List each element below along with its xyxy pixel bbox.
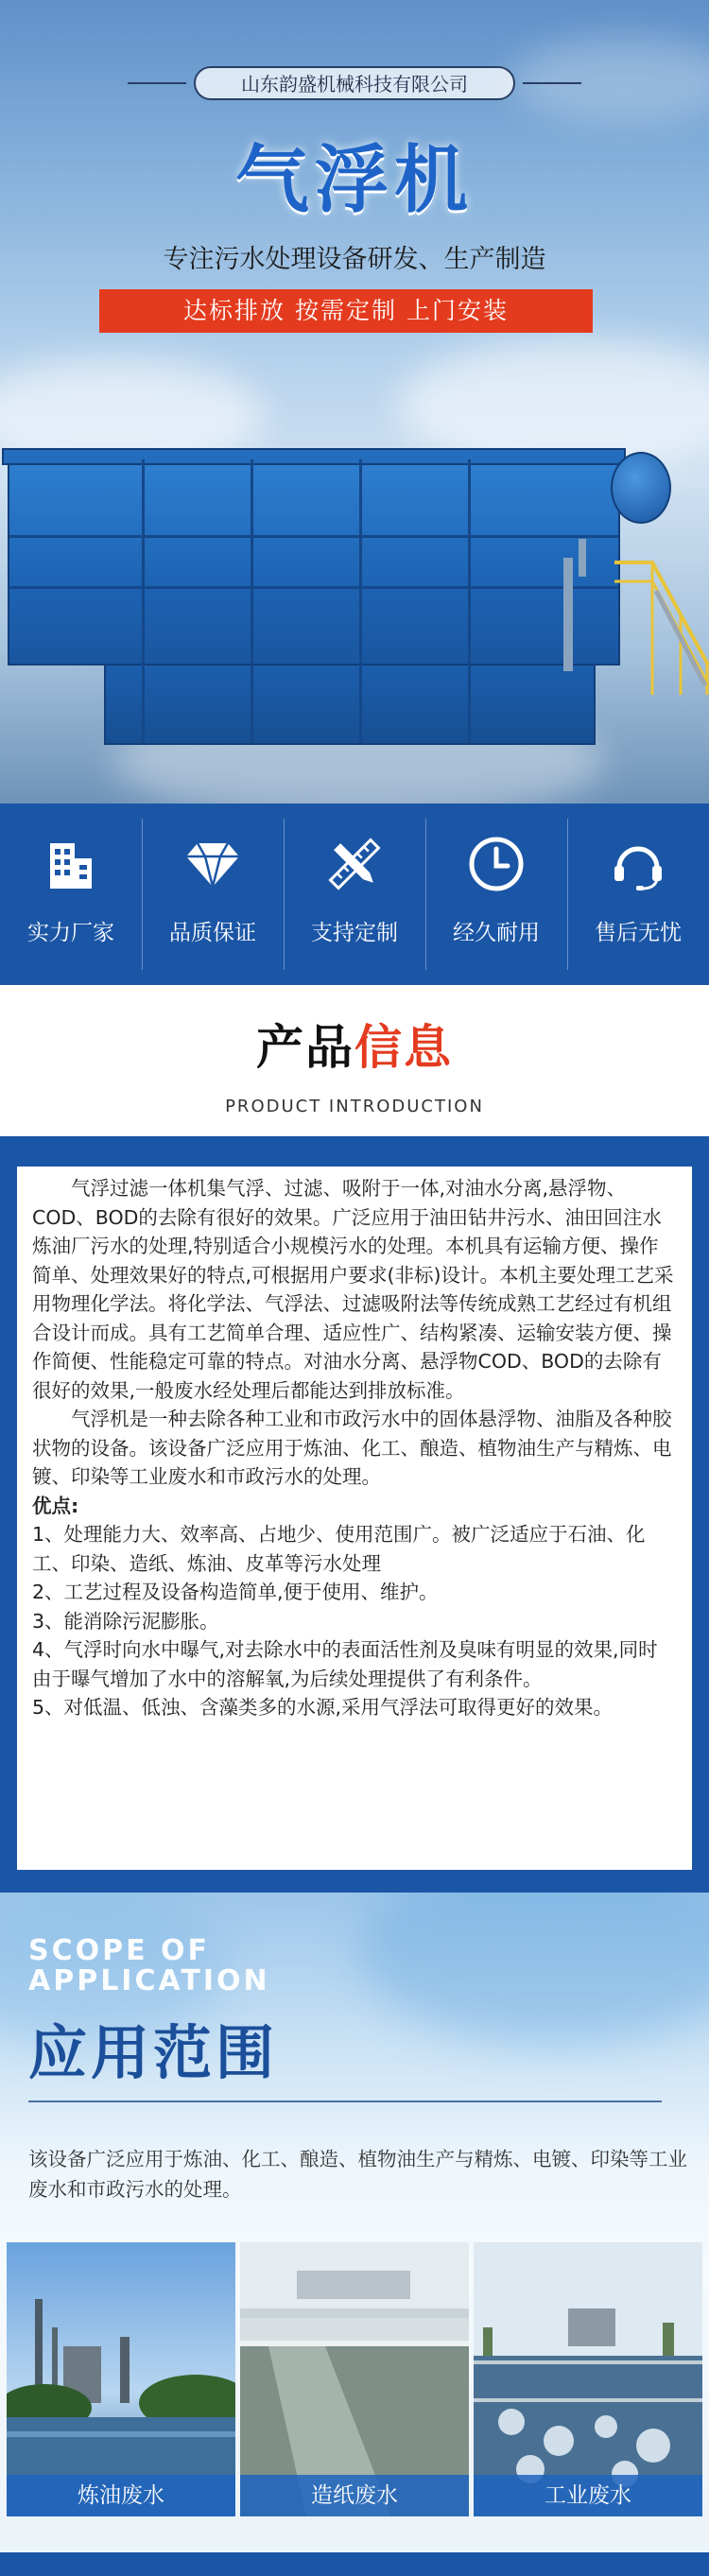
company-name: 山东韵盛机械科技有限公司	[194, 66, 515, 100]
hero-subtitle: 专注污水处理设备研发、生产制造	[163, 245, 546, 274]
page-title: 气浮机	[234, 138, 474, 223]
advantage-item: 4、气浮时向水中曝气,对去除水中的表面活性剂及臭味有明显的效果,同时由于曝气增加了水中的溶解氧,为后续处理提供了有利条件。	[32, 1638, 658, 1690]
application-photo-refinery	[7, 2242, 235, 2516]
stair-railing	[614, 553, 709, 695]
section-title-intro	[0, 1010, 709, 1078]
tank-dome	[611, 452, 671, 524]
scope-description: 该设备广泛应用于炼油、化工、酿造、植物油生产与精炼、电镀、印染等工业废水和市政污水的处理。	[28, 2148, 687, 2201]
intro-subtitle-en: PRODUCT INTRODUCTION	[225, 1097, 484, 1116]
flotation-tank-image	[8, 458, 620, 666]
tank-lower	[104, 662, 596, 745]
feature-item	[142, 804, 284, 985]
scope-title-en	[28, 1936, 270, 1997]
intro-title-red: 信息	[354, 1020, 453, 1075]
feature-item	[425, 804, 567, 985]
tank-lip	[2, 448, 626, 465]
feature-label: 品质保证	[169, 921, 256, 945]
hero-banner: 达标排放 按需定制 上门安装	[99, 289, 593, 333]
feature-label: 售后无忧	[595, 921, 682, 945]
photo-caption: 工业废水	[474, 2475, 702, 2516]
feature-label: 实力厂家	[27, 921, 114, 945]
scope-en-line: SCOPE OF	[28, 1934, 211, 1967]
feature-label: 经久耐用	[453, 921, 540, 945]
feature-item	[0, 804, 142, 985]
photo-caption: 炼油废水	[7, 2475, 235, 2516]
headset-icon	[610, 836, 666, 892]
application-photo-industrial	[474, 2242, 702, 2516]
tank-rib	[359, 459, 362, 743]
advantage-item: 2、工艺过程及设备构造简单,便于使用、维护。	[32, 1581, 439, 1603]
footer-strip	[0, 2552, 709, 2576]
feature-item	[567, 804, 709, 985]
intro-title-black: 产品	[256, 1020, 354, 1075]
building-icon	[43, 836, 99, 892]
company-line-right	[523, 82, 581, 84]
tank-rib	[251, 459, 253, 743]
tank-band	[9, 586, 618, 589]
company-line-left	[128, 82, 186, 84]
intro-paragraph: 气浮机是一种去除各种工业和市政污水中的固体悬浮物、油脂及各种胶状物的设备。该设备广泛应用于炼油、化工、酿造、植物油生产与精炼、电镀、印染等工业废水和市政污水的处理。	[32, 1408, 672, 1488]
clock-icon	[468, 836, 525, 892]
tank-pipe	[579, 539, 586, 577]
advantage-item: 3、能消除污泥膨胀。	[32, 1609, 219, 1633]
feature-item	[284, 804, 425, 985]
application-photo-paper	[240, 2242, 469, 2516]
scope-divider	[28, 2101, 662, 2102]
pencil-ruler-icon	[326, 836, 383, 892]
tank-pipe	[563, 558, 573, 671]
intro-text-panel	[17, 1167, 692, 1870]
advantage-item: 5、对低温、低浊、含藻类多的水源,采用气浮法可取得更好的效果。	[32, 1696, 614, 1719]
advantages-title: 优点:	[32, 1494, 79, 1517]
scope-en-line: APPLICATION	[28, 1964, 270, 1997]
feature-label: 支持定制	[311, 921, 398, 945]
tank-rib	[142, 459, 145, 743]
intro-paragraph: 气浮过滤一体机集气浮、过滤、吸附于一体,对油水分离,悬浮物、COD、BOD的去除有很好的效果。广泛应用于油田钻井污水、油田回注水炼油厂污水的处理,特别适合小规模污水的处理。本机具有运输方便、操作简单、处理效果好的特点,可根据用户要求(非标)设计。本机主要处理工艺采用物理化学法。将化学法、气浮法、过滤吸附法等传统成熟工艺经过有机组合设计而成。具有工艺简单合理、适应性广、结构紧凑、运输安装方便、操作简便、性能稳定可靠的特点。对油水分离、悬浮物COD、BOD的去除有很好的效果,一般废水经处理后都能达到排放标准。	[32, 1177, 674, 1402]
photo-caption: 造纸废水	[240, 2475, 469, 2516]
advantage-item: 1、处理能力大、效率高、占地少、使用范围广。被广泛适应于石油、化工、印染、造纸、炼油、皮革等污水处理	[32, 1523, 646, 1575]
tank-band	[9, 535, 618, 538]
diamond-icon	[184, 836, 241, 892]
tank-rib	[468, 459, 471, 743]
section-title-scope: 应用范围	[28, 2018, 279, 2087]
